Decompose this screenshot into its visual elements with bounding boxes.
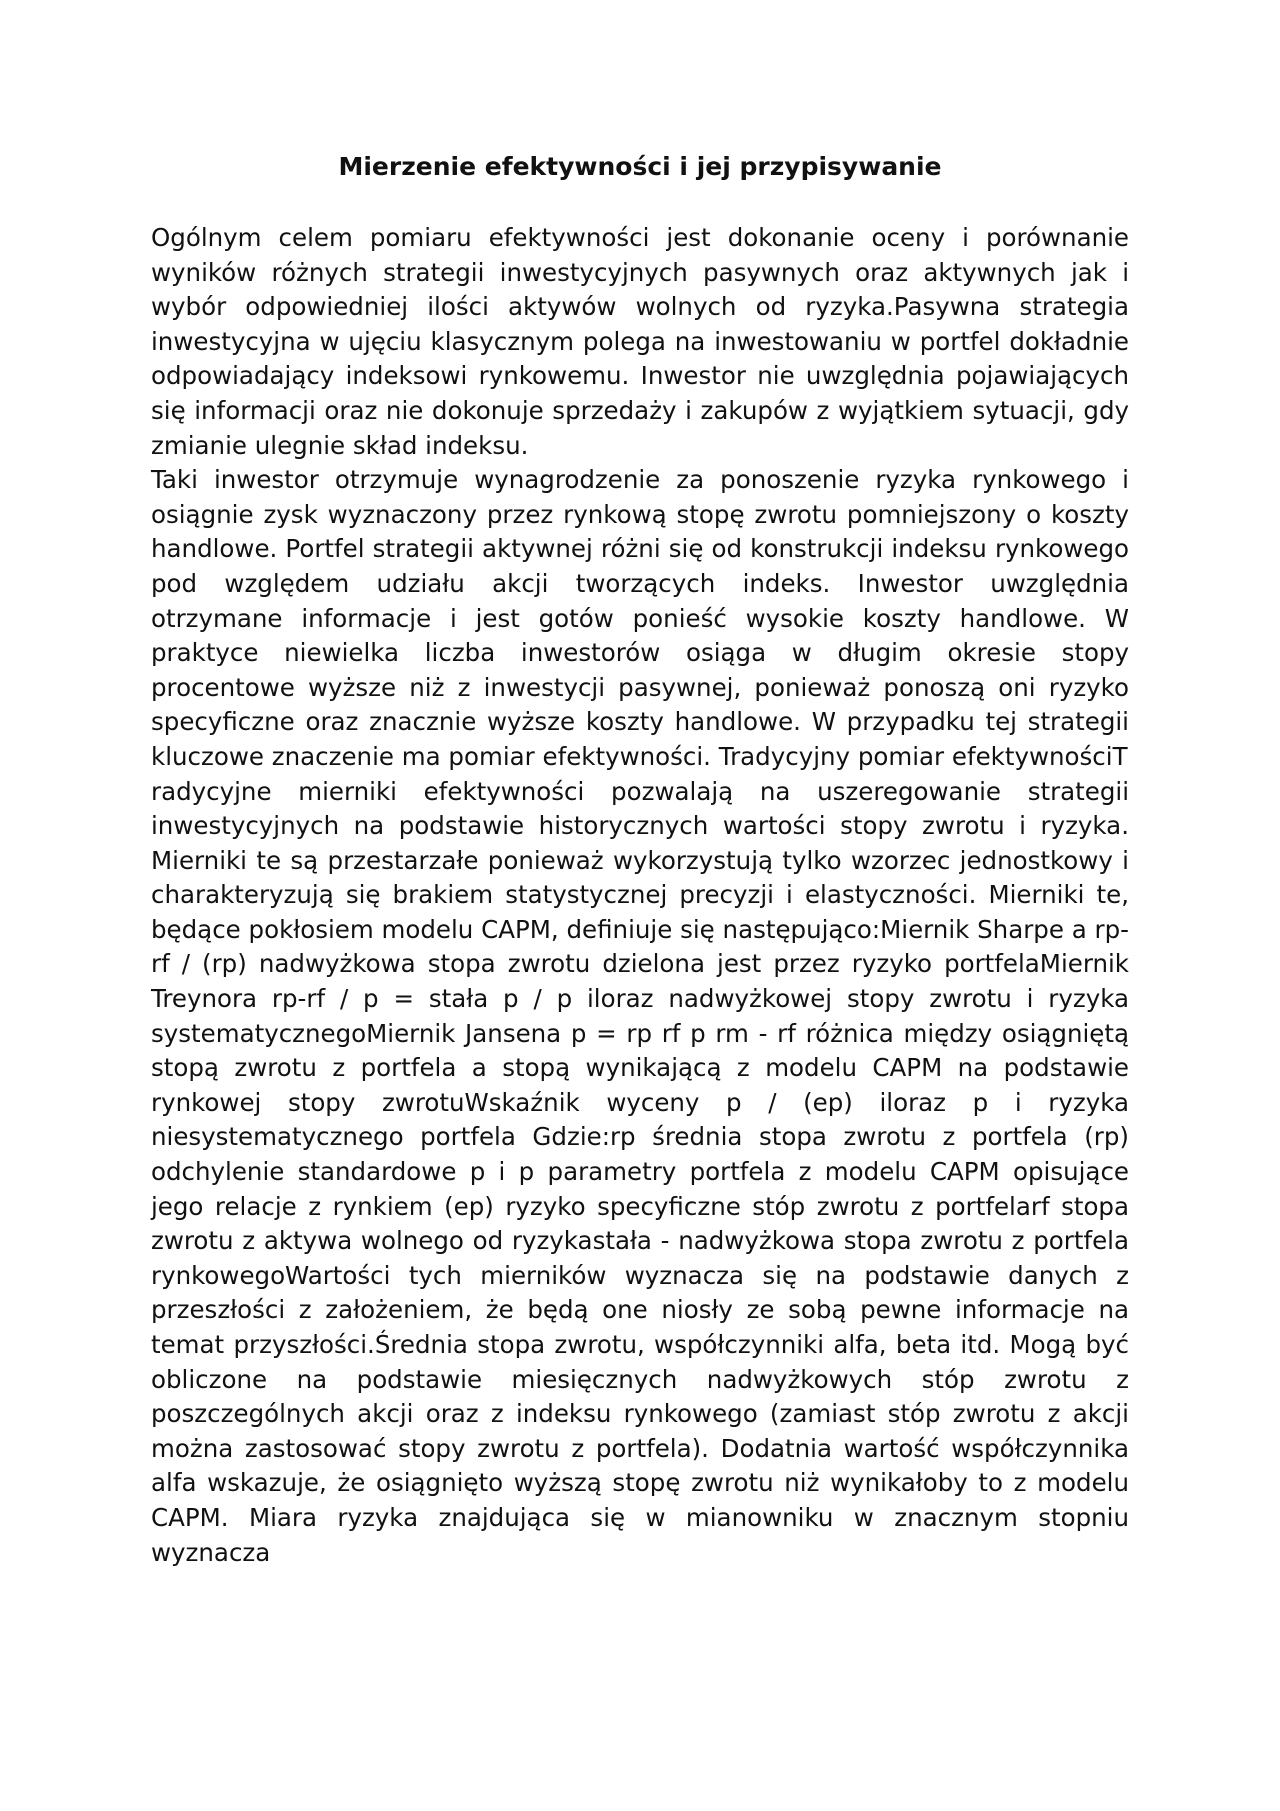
paragraph-passive-strategy: Ogólnym celem pomiaru efektywności jest dokonanie oceny i porównanie wyników różnych strategii inwestycyjnych pasywnych oraz aktywnych jak i wybór odpowiedniej ilości aktywów wolnych od ryzyka.Pasywna strategia inwestycyjna w ujęciu klasycznym polega na inwestowaniu w portfel dokładnie odpowiadający indeksowi rynkowemu. Inwestor nie uwzględnia pojawiających się informacji oraz nie dokonuje sprzedaży i zakupów z wyjątkiem sytuacji, gdy zmianie ulegnie skład indeksu. xyxy=(151,223,1129,460)
document-title: Mierzenie efektywności i jej przypisywanie xyxy=(338,152,942,181)
paragraph-traditional-measures: radycyjne mierniki efektywności pozwalają na uszeregowanie strategii inwestycyjnych na podstawie historycznych wartości stopy zwrotu i ryzyka. Mierniki te są przestarzałe ponieważ wykorzystują tylko wzorzec jednostkowy i charakteryzują się brakiem statystycznej precyzji i elastyczności. Mierniki te, będące pokłosiem modelu CAPM, definiuje się następująco:Miernik Sharpe a rp-rf / (rp) nadwyżkowa stopa zwrotu dzielona jest przez ryzyko portfelaMiernik Treynora rp-rf / p = stała p / p iloraz nadwyżkowej stopy zwrotu i ryzyka systematycznegoMiernik Jansena p = rp rf p rm - rf różnica między osiągniętą stopą zwrotu z portfela a stopą wynikającą z modelu CAPM na podstawie rynkowej stopy zwrotuWskaźnik wyceny p / (ep) iloraz p i ryzyka niesystematycznego portfela Gdzie:rp średnia stopa zwrotu z portfela (rp) odchylenie standardowe p i p parametry portfela z modelu CAPM opisujące jego relacje z rynkiem (ep) ryzyko specyficzne stóp zwrotu z portfelarf stopa zwrotu z aktywa wolnego od ryzykastała - nadwyżkowa stopa zwrotu z portfela rynkowegoWartości tych mierników wyznacza się na podstawie danych z przeszłości z założeniem, że będą one niosły ze sobą pewne informacje na temat przyszłości.Średnia stopa zwrotu, współczynniki alfa, beta itd. Mogą być obliczone na podstawie miesięcznych nadwyżkowych stóp zwrotu z poszczególnych akcji oraz z indeksu rynkowego (zamiast stóp zwrotu z akcji można zastosować stopy zwrotu z portfela). Dodatnia wartość współczynnika alfa wskazuje, że osiągnięto wyższą stopę zwrotu niż wynikałoby to z modelu CAPM. Miara ryzyka znajdująca się w mianowniku w znacznym stopniu wyznacza xyxy=(151,776,1129,1567)
document-body xyxy=(151,221,1129,1570)
paragraph-active-strategy: Taki inwestor otrzymuje wynagrodzenie za ponoszenie ryzyka rynkowego i osiągnie zysk wyznaczony przez rynkową stopę zwrotu pomniejszony o koszty handlowe. Portfel strategii aktywnej różni się od konstrukcji indeksu rynkowego pod względem udziału akcji tworzących indeks. Inwestor uwzględnia otrzymane informacje i jest gotów ponieść wysokie koszty handlowe. W praktyce niewielka liczba inwestorów osiąga w długim okresie stopy procentowe wyższe niż z inwestycji pasywnej, ponieważ ponoszą oni ryzyko specyficzne oraz znacznie wyższe koszty handlowe. W przypadku tej strategii kluczowe znaczenie ma pomiar efektywności. Tradycyjny pomiar efektywnościT xyxy=(151,465,1129,771)
